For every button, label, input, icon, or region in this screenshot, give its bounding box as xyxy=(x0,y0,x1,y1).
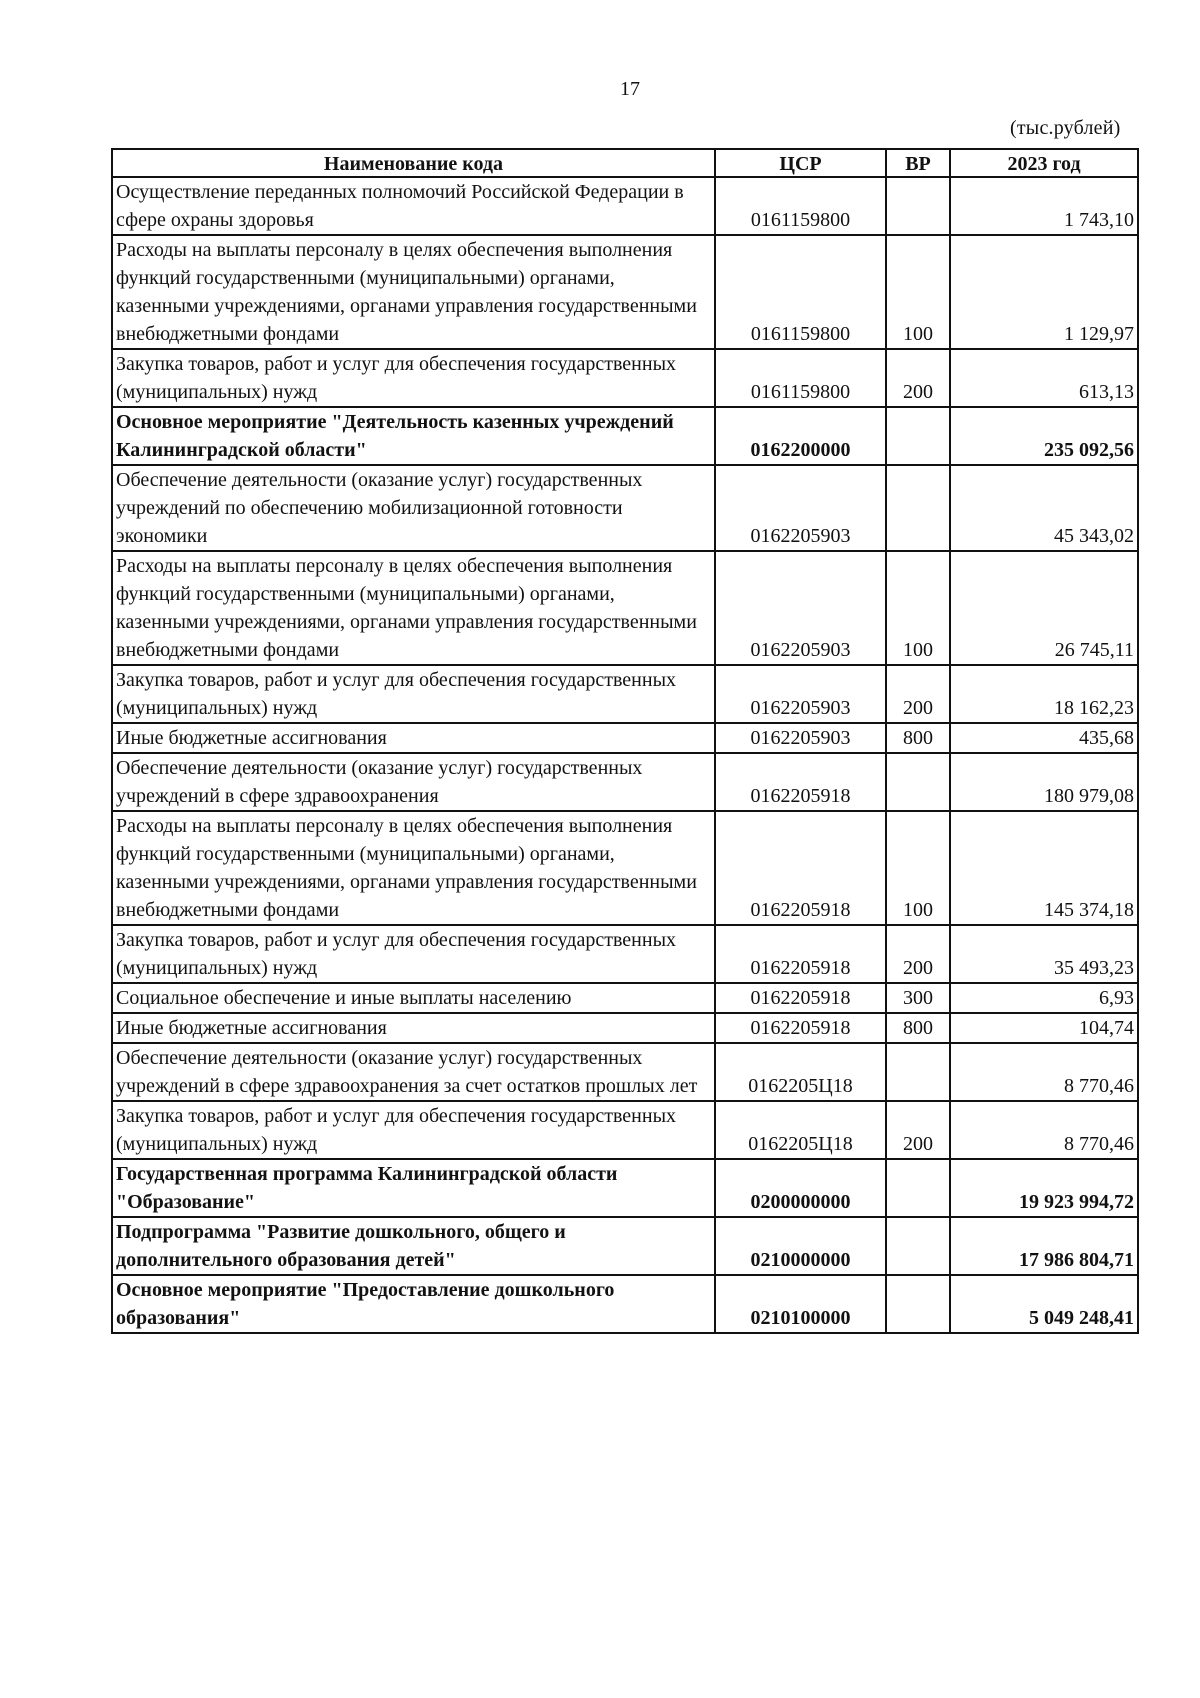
table-row xyxy=(112,1159,1138,1217)
sum-cell: 18 162,23 xyxy=(950,665,1138,723)
csr-cell: 0162205903 xyxy=(715,465,886,551)
csr-cell: 0162205918 xyxy=(715,811,886,925)
name-cell: Закупка товаров, работ и услуг для обеспечения государственных (муниципальных) нужд xyxy=(112,1101,715,1159)
header-name: Наименование кода xyxy=(112,149,715,177)
vr-cell xyxy=(886,465,950,551)
name-cell: Иные бюджетные ассигнования xyxy=(112,1013,715,1043)
sum-cell: 613,13 xyxy=(950,349,1138,407)
name-cell: Закупка товаров, работ и услуг для обеспечения государственных (муниципальных) нужд xyxy=(112,349,715,407)
vr-cell: 100 xyxy=(886,551,950,665)
table-row xyxy=(112,983,1138,1013)
sum-cell: 180 979,08 xyxy=(950,753,1138,811)
table-row xyxy=(112,925,1138,983)
table-row xyxy=(112,1043,1138,1101)
table-row xyxy=(112,465,1138,551)
name-cell: Обеспечение деятельности (оказание услуг) государственных учреждений в сфере здравоохранения за счет остатков прошлых лет xyxy=(112,1043,715,1101)
name-cell: Обеспечение деятельности (оказание услуг) государственных учреждений в сфере здравоохранения xyxy=(112,753,715,811)
table-row xyxy=(112,235,1138,349)
name-cell: Закупка товаров, работ и услуг для обеспечения государственных (муниципальных) нужд xyxy=(112,925,715,983)
sum-cell: 5 049 248,41 xyxy=(950,1275,1138,1333)
sum-cell: 6,93 xyxy=(950,983,1138,1013)
sum-cell: 1 129,97 xyxy=(950,235,1138,349)
csr-cell: 0162205918 xyxy=(715,1013,886,1043)
vr-cell: 200 xyxy=(886,665,950,723)
table-row xyxy=(112,723,1138,753)
name-cell: Иные бюджетные ассигнования xyxy=(112,723,715,753)
csr-cell: 0162205903 xyxy=(715,723,886,753)
table-row xyxy=(112,177,1138,235)
csr-cell: 0162205918 xyxy=(715,983,886,1013)
header-csr: ЦСР xyxy=(715,149,886,177)
name-cell: Основное мероприятие "Предоставление дошкольного образования" xyxy=(112,1275,715,1333)
csr-cell: 0161159800 xyxy=(715,235,886,349)
name-cell: Социальное обеспечение и иные выплаты населению xyxy=(112,983,715,1013)
table-row xyxy=(112,551,1138,665)
name-cell: Расходы на выплаты персоналу в целях обеспечения выполнения функций государственными (муниципальными) органами, казенными учреждениями, органами управления государственными внебюджетными фондами xyxy=(112,811,715,925)
csr-cell: 0200000000 xyxy=(715,1159,886,1217)
vr-cell xyxy=(886,1043,950,1101)
sum-cell: 35 493,23 xyxy=(950,925,1138,983)
csr-cell: 0161159800 xyxy=(715,177,886,235)
table-header-row xyxy=(112,149,1138,177)
csr-cell: 0162200000 xyxy=(715,407,886,465)
name-cell: Основное мероприятие "Деятельность казенных учреждений Калининградской области" xyxy=(112,407,715,465)
vr-cell: 100 xyxy=(886,235,950,349)
table-row xyxy=(112,1013,1138,1043)
name-cell: Расходы на выплаты персоналу в целях обеспечения выполнения функций государственными (муниципальными) органами, казенными учреждениями, органами управления государственными внебюджетными фондами xyxy=(112,235,715,349)
sum-cell: 145 374,18 xyxy=(950,811,1138,925)
units-label: (тыс.рублей) xyxy=(1010,117,1121,139)
name-cell: Подпрограмма "Развитие дошкольного, общего и дополнительного образования детей" xyxy=(112,1217,715,1275)
vr-cell: 800 xyxy=(886,1013,950,1043)
csr-cell: 0162205903 xyxy=(715,665,886,723)
sum-cell: 235 092,56 xyxy=(950,407,1138,465)
sum-cell: 45 343,02 xyxy=(950,465,1138,551)
name-cell: Расходы на выплаты персоналу в целях обеспечения выполнения функций государственными (муниципальными) органами, казенными учреждениями, органами управления государственными внебюджетными фондами xyxy=(112,551,715,665)
vr-cell: 200 xyxy=(886,925,950,983)
name-cell: Осуществление переданных полномочий Российской Федерации в сфере охраны здоровья xyxy=(112,177,715,235)
vr-cell xyxy=(886,753,950,811)
table-row xyxy=(112,407,1138,465)
vr-cell xyxy=(886,407,950,465)
table-row xyxy=(112,349,1138,407)
csr-cell: 0162205903 xyxy=(715,551,886,665)
sum-cell: 435,68 xyxy=(950,723,1138,753)
table-row xyxy=(112,1101,1138,1159)
csr-cell: 0162205918 xyxy=(715,753,886,811)
vr-cell xyxy=(886,1217,950,1275)
sum-cell: 19 923 994,72 xyxy=(950,1159,1138,1217)
sum-cell: 8 770,46 xyxy=(950,1043,1138,1101)
sum-cell: 26 745,11 xyxy=(950,551,1138,665)
vr-cell: 200 xyxy=(886,349,950,407)
vr-cell: 200 xyxy=(886,1101,950,1159)
sum-cell: 104,74 xyxy=(950,1013,1138,1043)
name-cell: Обеспечение деятельности (оказание услуг) государственных учреждений по обеспечению мобилизационной готовности экономики xyxy=(112,465,715,551)
csr-cell: 0162205918 xyxy=(715,925,886,983)
name-cell: Государственная программа Калининградской области "Образование" xyxy=(112,1159,715,1217)
header-sum: 2023 год xyxy=(950,149,1138,177)
name-cell: Закупка товаров, работ и услуг для обеспечения государственных (муниципальных) нужд xyxy=(112,665,715,723)
header-vr: ВР xyxy=(886,149,950,177)
csr-cell: 0162205Ц18 xyxy=(715,1043,886,1101)
budget-table xyxy=(111,148,1139,1334)
sum-cell: 17 986 804,71 xyxy=(950,1217,1138,1275)
table-row xyxy=(112,811,1138,925)
table-row xyxy=(112,753,1138,811)
table-row xyxy=(112,1217,1138,1275)
page-number: 17 xyxy=(620,78,640,100)
table-body xyxy=(112,177,1138,1333)
vr-cell xyxy=(886,1275,950,1333)
vr-cell: 100 xyxy=(886,811,950,925)
table-row xyxy=(112,665,1138,723)
vr-cell xyxy=(886,177,950,235)
csr-cell: 0162205Ц18 xyxy=(715,1101,886,1159)
vr-cell xyxy=(886,1159,950,1217)
csr-cell: 0161159800 xyxy=(715,349,886,407)
csr-cell: 0210100000 xyxy=(715,1275,886,1333)
vr-cell: 800 xyxy=(886,723,950,753)
sum-cell: 1 743,10 xyxy=(950,177,1138,235)
vr-cell: 300 xyxy=(886,983,950,1013)
table-row xyxy=(112,1275,1138,1333)
sum-cell: 8 770,46 xyxy=(950,1101,1138,1159)
csr-cell: 0210000000 xyxy=(715,1217,886,1275)
